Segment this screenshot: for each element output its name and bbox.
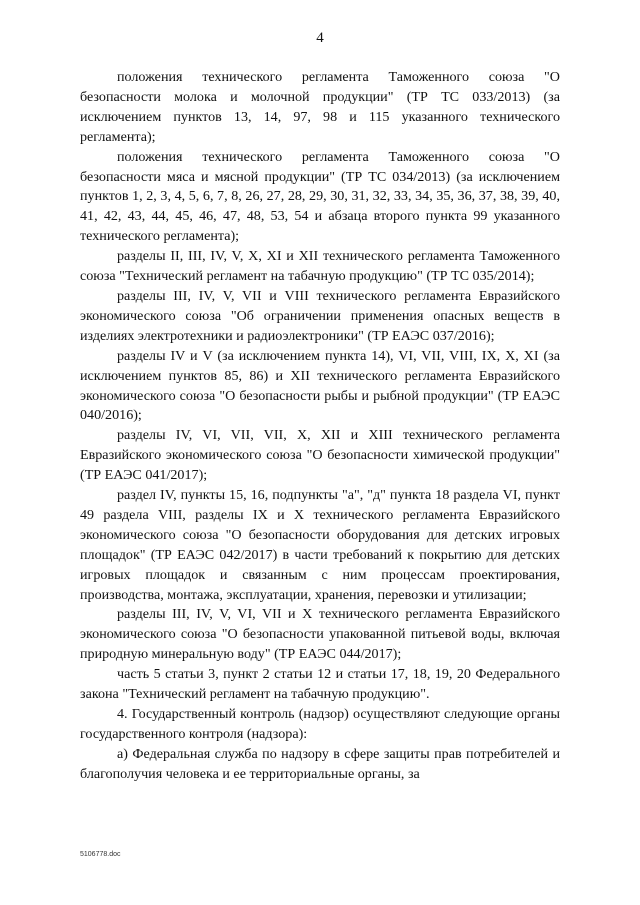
paragraph: разделы II, III, IV, V, X, XI и XII технического регламента Таможенного союза "Технический регламент на табачную продукцию" (ТР ТС 035/2014); [80,248,560,285]
paragraph: раздел IV, пункты 15, 16, подпункты "а", "д" пункта 18 раздела VI, пункт 49 раздела VIII, разделы IX и X технического регламента Евразийского экономического союза "О безопасности оборудования для детских игровых площадок" (ТР ЕАЭС 042/2017) в части требований к покрытию для детских игровых площадок и связанным с ним процессам проектирования, производства, монтажа, эксплуатации, хранения, перевозки и утилизации; [80,487,560,603]
paragraph: разделы III, IV, V, VI, VII и X технического регламента Евразийского экономического союза "О безопасности упакованной питьевой воды, включая природную минеральную воду" (ТР ЕАЭС 044/2017); [80,606,560,663]
paragraph: разделы IV, VI, VII, VII, X, XII и XIII технического регламента Евразийского экономического союза "О безопасности химической продукции" (ТР ЕАЭС 041/2017); [80,427,560,484]
paragraph: часть 5 статьи 3, пункт 2 статьи 12 и статьи 17, 18, 19, 20 Федерального закона "Технический регламент на табачную продукцию". [80,666,560,703]
footer-filename: 5106778.doc [80,851,121,858]
paragraph: разделы IV и V (за исключением пункта 14), VI, VII, VIII, IX, X, XI (за исключением пунктов 85, 86) и XII технического регламента Евразийского экономического союза "О безопасности рыбы и рыбной продукции" (ТР ЕАЭС 040/2016); [80,347,560,424]
paragraph: положения технического регламента Таможенного союза "О безопасности мяса и мясной продукции" (ТР ТС 034/2013) (за исключением пунктов 1, 2, 3, 4, 5, 6, 7, 8, 26, 27, 28, 29, 30, 31, 32, 33, 34, 35, 36, 37, 38, 39, 40, 41, 42, 43, 44, 45, 46, 47, 48, 53, 54 и абзаца второго пункта 99 указанного технического регламента); [80,148,560,245]
paragraph: а) Федеральная служба по надзору в сфере защиты прав потребителей и благополучия человека и ее территориальные органы, за [80,745,560,782]
paragraph: разделы III, IV, V, VII и VIII технического регламента Евразийского экономического союза "Об ограничении применения опасных веществ в изделиях электротехники и радиоэлектроники" (ТР ЕАЭС 037/2016); [80,287,560,344]
page-number: 4 [316,30,324,46]
document-body [80,68,560,785]
paragraph: 4. Государственный контроль (надзор) осуществляют следующие органы государственного контроля (надзора): [80,706,560,742]
paragraph: положения технического регламента Таможенного союза "О безопасности молока и молочной продукции" (ТР ТС 033/2013) (за исключением пунктов 13, 14, 97, 98 и 115 указанного технического регламента); [80,69,560,145]
